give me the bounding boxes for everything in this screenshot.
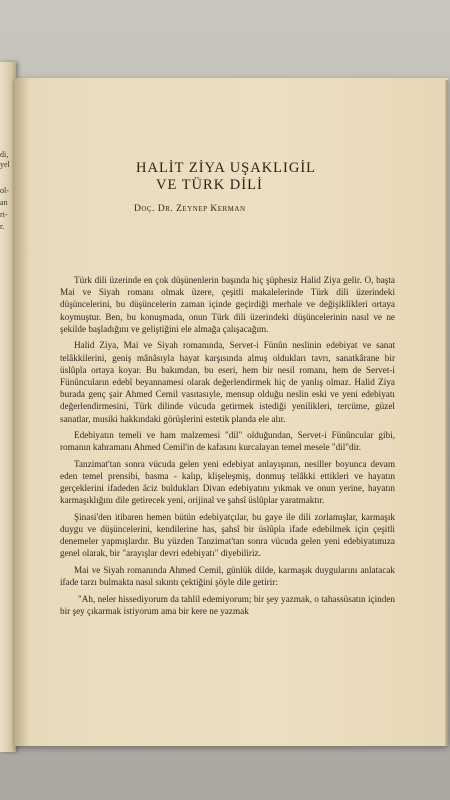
- left-page-text: yel: [0, 160, 10, 169]
- paragraph: Şinasi'den itibaren hemen bütün edebiyatçılar, bu gaye ile dili zorlamışlar, karmaşık duygu ve düşüncelerini, kendilerine has, şahsî bir üslûpla ifade edebilmek için çeşitli denemeler yapmışlardır. Bu yüzden Tanzimat'tan sonra vücuda gelen yeni edebiyatımıza genel olarak, bir "arayışlar devri edebiyatı" diyebiliriz.: [60, 511, 395, 559]
- paragraph: Edebiyatın temeli ve ham malzemesi "dil" olduğundan, Servet-i Fünûncular gibi, romanın kahramanı Ahmed Cemil'in de kafasını kurcalayan temel mesele "dil"dir.: [60, 430, 395, 453]
- paragraph: Mai ve Siyah romanında Ahmed Cemil, günlük dilde, karmaşık duygularını anlatacak ifade tarzı bulmakta nasıl sıkıntı çektiğini şöyle dile getirir:: [60, 564, 395, 588]
- title-line-1: HALİT ZİYA UŞAKLIGİL: [136, 160, 317, 176]
- left-page-text: ol-: [0, 186, 9, 195]
- author-byline: [134, 204, 354, 214]
- left-page-text: ri-: [0, 210, 8, 219]
- paragraph: Türk dili üzerinde en çok düşünenlerin başında hiç şüphesiz Halid Ziya gelir. O, başta Mai ve Siyah romanı olmak üzere, çeşitli makalelerinde Türk dili üzerindeki düşüncelerini, bu düşüncelerin zaman içinde geçirdiği merhale ve değişiklikleri ortaya koymuştur. Ben, bu konuşmada, onun Türk dili üzerindeki düşüncelerinin nasıl ve ne şekilde başladığını ve geliştiğini ele almağa çalışacağım.: [60, 275, 395, 334]
- paragraph: Tanzimat'tan sonra vücuda gelen yeni edebiyat anlayışının, nesiller boyunca devam eden temel prensibi, basma - kalıp, klişeleşmiş, donmuş telâkki ettikleri ve hayatın gerçeklerini ifadeden âciz buldukları Divan edebiyatını yıkmak ve onun yerine, hayatın karmaşıklığını dile getirecek yeni, orijinal ve şahsî üslûplar yaratmaktır.: [60, 458, 395, 506]
- author-prefix: Doç. Dr.: [134, 204, 174, 214]
- spine-shadow: [15, 78, 29, 746]
- left-page-text: an: [0, 198, 8, 207]
- left-page-text: r.: [0, 222, 5, 231]
- quote-paragraph: "Ah, neler hissediyorum da tahlil edemiyorum; bir şey yazmak, o tahassüsatın içinden bir şey çıkarmak istiyorum ama bir kere ne yazmak: [60, 593, 395, 616]
- article-body: [60, 274, 395, 617]
- page-edge: [445, 80, 448, 746]
- paragraph: Halid Ziya, Mai ve Siyah romanında, Servet-i Fünûn neslinin edebiyat ve sanat telâkkilerini, geniş mânâsıyla hayat karşısında almış oldukları tavrı, sanatkârane bir üslûpla ortaya koyar. Bu bakımdan, bu eseri, hem bir nesil romanı, hem de Servet-i Fünûncuların edebî beyannamesi olarak değerlendirmek hiç de yanlış olmaz. Halid Ziya burada genç şair Ahmed Cemil vasıtasıyle, mensup olduğu neslin eski ve yeni edebiyatı değerlendirmesini, Türk dilinde vücuda getirmek istediği yenilikleri, tercüme, güzel sanatlar, musiki hakkındaki görüşlerini estetik planda ele alır.: [60, 340, 395, 424]
- left-page-text: di,: [0, 150, 9, 159]
- title-line-2: VE TÜRK DİLİ: [156, 177, 263, 193]
- article-title: [136, 160, 336, 194]
- author-name: Zeynep Kerman: [176, 204, 246, 214]
